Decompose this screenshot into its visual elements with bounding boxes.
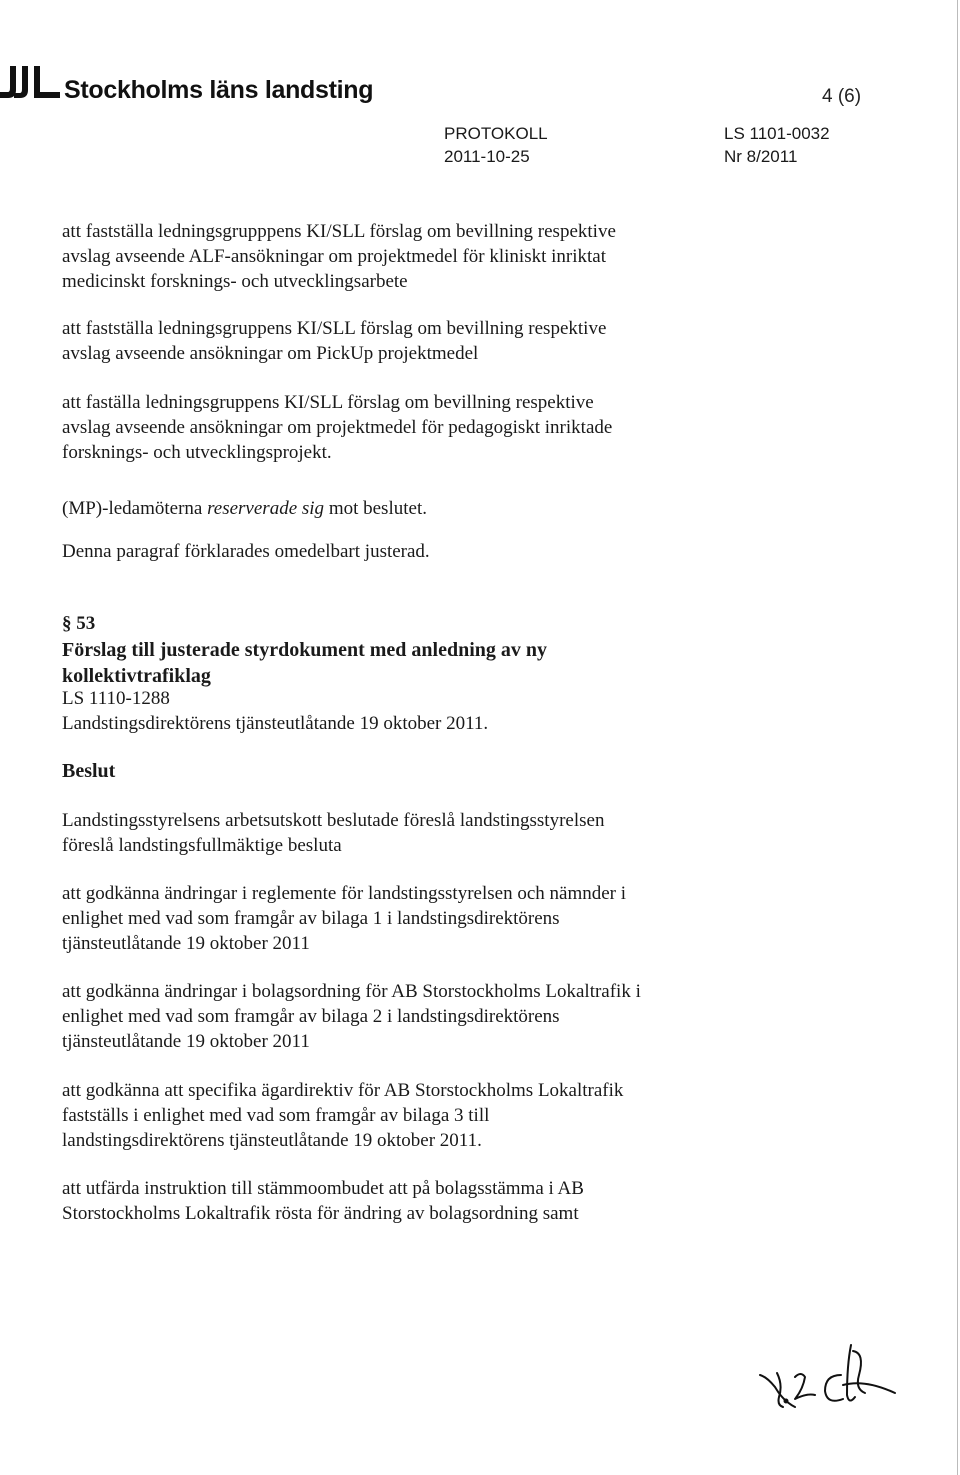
text-line: föreslå landstingsfullmäktige besluta — [62, 835, 342, 856]
text-line: Landstingsstyrelsens arbetsutskott beslutade föreslå landstingsstyrelsen — [62, 810, 605, 831]
reservation-note — [62, 496, 942, 521]
decision-intro — [62, 808, 942, 858]
text-line: medicinskt forsknings- och utvecklingsarbete — [62, 271, 408, 292]
text-line: att fastställa ledningsgruppens KI/SLL förslag om bevillning respektive — [62, 318, 607, 339]
decision-item-2 — [62, 979, 942, 1054]
paragraph-pickup — [62, 316, 942, 366]
case-source: Landstingsdirektörens tjänsteutlåtande 19 oktober 2011. — [62, 713, 489, 734]
signature-initials-icon — [755, 1335, 905, 1430]
case-reference: LS 1110-1288 — [62, 688, 170, 709]
section-title — [62, 637, 547, 689]
text-line: att godkänna ändringar i reglemente för landstingsstyrelsen och nämnder i — [62, 883, 627, 904]
text-line: tjänsteutlåtande 19 oktober 2011 — [62, 933, 310, 954]
page-edge-line — [957, 0, 958, 1475]
text-line: enlighet med vad som framgår av bilaga 1 i landstingsdirektörens — [62, 908, 560, 929]
text-line: enlighet med vad som framgår av bilaga 2 i landstingsdirektörens — [62, 1006, 560, 1027]
title-line: kollektivtrafiklag — [62, 665, 211, 687]
text-line: forsknings- och utvecklingsprojekt. — [62, 442, 332, 463]
text-line: att godkänna ändringar i bolagsordning för AB Storstockholms Lokaltrafik i — [62, 981, 641, 1002]
text-line: Denna paragraf förklarades omedelbart justerad. — [62, 541, 430, 562]
text-line: att faställa ledningsgruppens KI/SLL förslag om bevillning respektive — [62, 392, 594, 413]
document-date: 2011-10-25 — [444, 147, 530, 166]
text-line: Storstockholms Lokaltrafik rösta för ändring av bolagsordning samt — [62, 1203, 579, 1224]
document-header — [0, 0, 960, 200]
text-line: att fastställa ledningsgrupppens KI/SLL förslag om bevillning respektive — [62, 221, 616, 242]
document-number: Nr 8/2011 — [724, 147, 798, 166]
reservation-suffix: mot beslutet. — [324, 498, 427, 519]
text-line: att utfärda instruktion till stämmoombudet att på bolagsstämma i AB — [62, 1178, 584, 1199]
text-line: landstingsdirektörens tjänsteutlåtande 19 oktober 2011. — [62, 1130, 482, 1151]
page-number: 4 (6) — [822, 86, 862, 107]
justerad-note — [62, 539, 942, 564]
reservation-emphasis: reserverade sig — [207, 498, 325, 519]
text-line: avslag avseende ansökningar om projektmedel för pedagogiskt inriktade — [62, 417, 613, 438]
section-reference-block — [62, 686, 942, 736]
sll-logo-icon — [0, 64, 62, 104]
paragraph-alf — [62, 219, 942, 294]
text-line: avslag avseende ansökningar om PickUp projektmedel — [62, 343, 479, 364]
decision-item-4 — [62, 1176, 942, 1226]
text-line: fastställs i enlighet med vad som framgår av bilaga 3 till — [62, 1105, 490, 1126]
organization-name: Stockholms läns landsting — [64, 76, 374, 104]
text-line: avslag avseende ALF-ansökningar om projektmedel för kliniskt inriktat — [62, 246, 607, 267]
decision-item-1 — [62, 881, 942, 956]
decision-heading: Beslut — [62, 760, 116, 782]
paragraph-pedagogical — [62, 390, 942, 465]
decision-item-3 — [62, 1078, 942, 1153]
reservation-prefix: (MP)-ledamöterna — [62, 498, 208, 519]
text-line: att godkänna att specifika ägardirektiv för AB Storstockholms Lokaltrafik — [62, 1080, 624, 1101]
document-reference: LS 1101-0032 — [724, 124, 830, 143]
title-line: Förslag till justerade styrdokument med anledning av ny — [62, 639, 548, 661]
text-line: tjänsteutlåtande 19 oktober 2011 — [62, 1031, 310, 1052]
document-type: PROTOKOLL — [444, 124, 548, 143]
section-number: § 53 — [62, 613, 96, 634]
